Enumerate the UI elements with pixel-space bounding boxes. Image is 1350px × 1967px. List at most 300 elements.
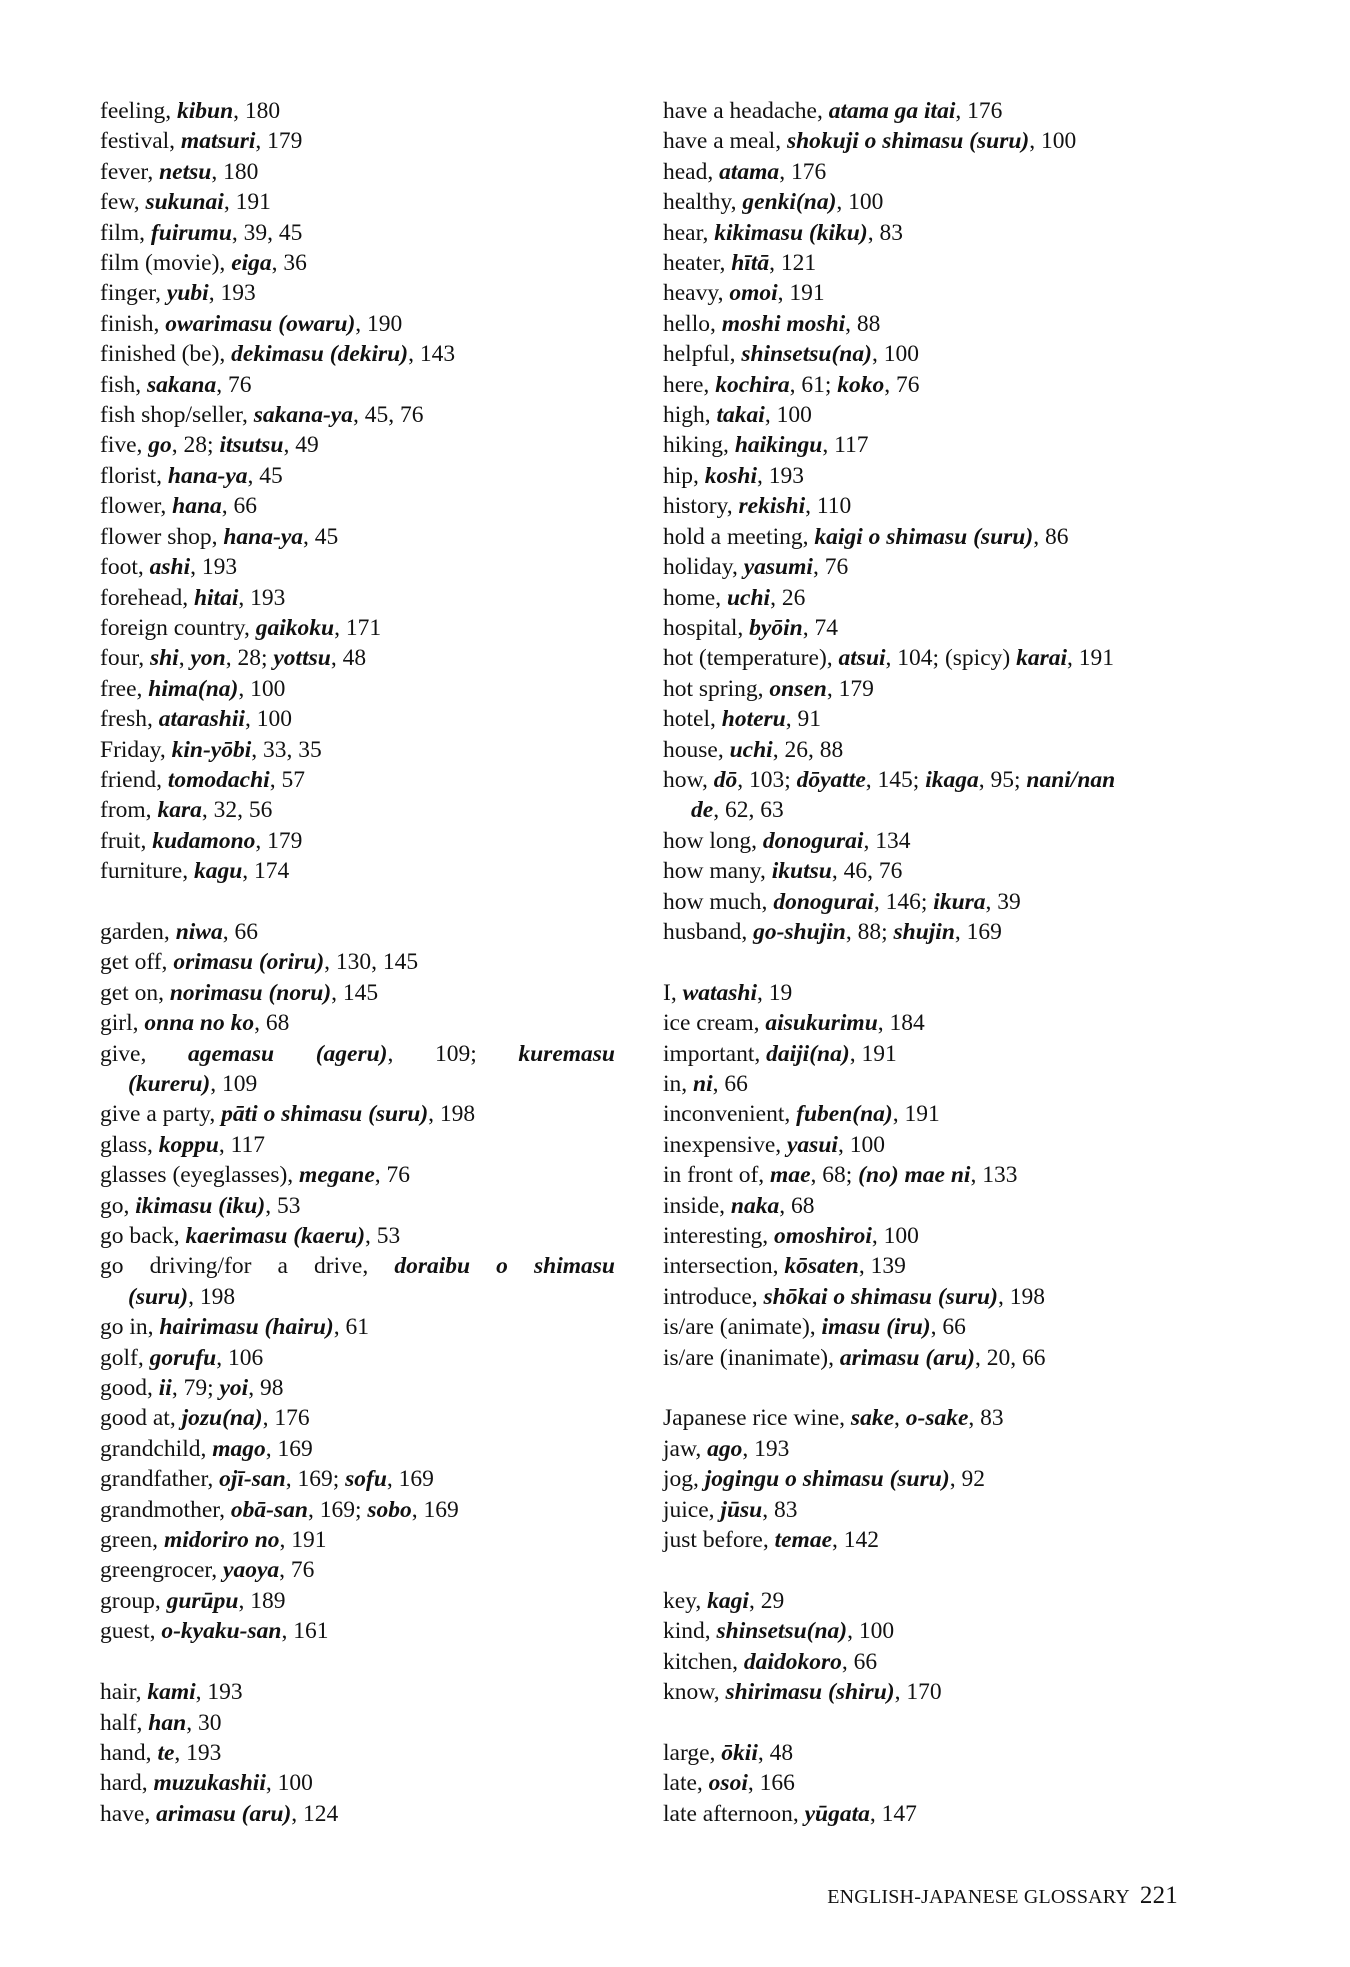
glossary-entry [100, 735, 615, 765]
entry-text: high, [663, 402, 717, 429]
glossary-entry [663, 339, 1223, 369]
entry-text: , 26, 88 [772, 736, 844, 763]
japanese-term: gurūpu [166, 1587, 239, 1614]
glossary-entry [663, 1738, 1223, 1768]
entry-text: , 193 [195, 1679, 243, 1706]
entry-text: , 191 [1067, 645, 1115, 672]
glossary-entry [663, 430, 1223, 460]
entry-text: , 88; [845, 918, 894, 945]
glossary-entry [663, 278, 1223, 308]
entry-text: , 191 [892, 1101, 940, 1128]
japanese-term: doraibu o shimasu [394, 1253, 615, 1280]
entry-text: in, [663, 1070, 694, 1097]
entry-text: , 176 [955, 98, 1003, 124]
glossary-entry [100, 309, 615, 339]
entry-text: , 45 [303, 523, 339, 550]
entry-text: , 100 [871, 1223, 919, 1250]
glossary-entry [100, 1099, 615, 1129]
japanese-term: onsen [769, 675, 827, 702]
entry-text: film (movie), [100, 250, 232, 277]
glossary-entry [100, 1130, 615, 1160]
entry-text: fresh, [100, 706, 159, 733]
glossary-entry [100, 461, 615, 491]
entry-text: film, [100, 219, 151, 246]
entry-text: healthy, [663, 189, 743, 216]
entry-text: , 66 [841, 1648, 878, 1675]
japanese-term: kagi [707, 1587, 749, 1614]
glossary-entry [663, 1069, 1223, 1099]
japanese-term: (kureru) [128, 1070, 211, 1097]
japanese-term: kami [147, 1679, 196, 1706]
glossary-entry [100, 1495, 615, 1525]
entry-text: , 92 [949, 1466, 985, 1493]
glossary-entry [100, 339, 615, 369]
entry-text: greengrocer, [100, 1557, 224, 1584]
entry-text: , 104; (spicy) [885, 645, 1017, 672]
glossary-entry [100, 157, 615, 187]
glossary-entry [663, 157, 1223, 187]
entry-text: , 193 [174, 1739, 222, 1766]
japanese-term: kaerimasu (kaeru) [185, 1223, 366, 1250]
japanese-term: ojī-san [219, 1466, 286, 1493]
japanese-term: de [691, 797, 714, 824]
japanese-term: yūgata [804, 1800, 870, 1827]
entry-text: , 66 [712, 1070, 748, 1097]
glossary-entry [663, 522, 1223, 552]
entry-text: , 61 [333, 1314, 370, 1341]
japanese-term: koko [837, 371, 885, 398]
glossary-entry [663, 1099, 1223, 1129]
japanese-term: donogurai [773, 888, 874, 915]
entry-text: , 76 [216, 371, 252, 398]
glossary-entry [100, 218, 615, 248]
japanese-term: shi [149, 645, 179, 672]
entry-text: , 142 [832, 1527, 880, 1554]
glossary-entry [100, 522, 615, 552]
entry-text: festival, [100, 128, 181, 155]
japanese-term: hītā [731, 250, 770, 277]
japanese-term: aisukurimu [765, 1010, 878, 1037]
japanese-term: uchi [729, 736, 773, 763]
entry-text: feeling, [100, 98, 177, 124]
section-gap [100, 1647, 615, 1677]
entry-text: hiking, [663, 432, 735, 459]
japanese-term: yasumi [743, 554, 813, 581]
glossary-entry [100, 552, 615, 582]
japanese-term: eiga [231, 250, 272, 277]
entry-text: hear, [663, 219, 715, 246]
entry-text: four, [100, 645, 150, 672]
entry-text: holiday, [663, 554, 744, 581]
entry-text: , 189 [238, 1587, 286, 1614]
entry-text: , 193 [757, 462, 805, 489]
japanese-term: norimasu (noru) [169, 979, 332, 1006]
entry-text: , 179 [255, 128, 303, 155]
entry-text: , 74 [802, 614, 838, 641]
entry-text: late afternoon, [663, 1800, 805, 1827]
japanese-term: kin-yōbi [171, 736, 252, 763]
section-gap [663, 947, 1223, 977]
entry-text: , 61; [789, 371, 838, 398]
glossary-entry [663, 491, 1223, 521]
japanese-term: kochira [715, 371, 790, 398]
entry-text: give, [100, 1040, 188, 1067]
glossary-entry [100, 765, 615, 795]
entry-text: heater, [663, 250, 732, 277]
entry-text: , 117 [822, 432, 869, 459]
entry-text: glasses (eyeglasses), [100, 1162, 300, 1189]
glossary-entry [100, 430, 615, 460]
entry-text: , 48 [757, 1739, 794, 1766]
entry-text: late, [663, 1770, 709, 1797]
entry-text: good at, [100, 1405, 182, 1432]
japanese-term: (suru) [128, 1283, 189, 1310]
entry-text: is/are (animate), [663, 1314, 822, 1341]
entry-text: husband, [663, 918, 754, 945]
glossary-entry [663, 765, 1223, 795]
japanese-term: tomodachi [167, 766, 270, 793]
japanese-term: haikingu [734, 432, 823, 459]
entry-text: , [894, 1405, 906, 1432]
glossary-entry [100, 1191, 615, 1221]
glossary-entry [663, 1525, 1223, 1555]
entry-text: have a headache, [663, 98, 829, 124]
glossary-entry-continuation [663, 795, 1223, 825]
entry-text: , 100 [238, 675, 286, 702]
entry-text: , 198 [188, 1283, 236, 1310]
entry-text: fish shop/seller, [100, 402, 254, 429]
japanese-term: jogingu o shimasu (suru) [704, 1466, 950, 1493]
entry-text: , 161 [281, 1618, 329, 1645]
entry-text: , 146; [873, 888, 934, 915]
japanese-term: koppu [158, 1131, 219, 1158]
entry-text: house, [663, 736, 730, 763]
glossary-entry [100, 491, 615, 521]
japanese-term: shinsetsu(na) [716, 1618, 848, 1645]
glossary-entry [663, 1403, 1223, 1433]
entry-text: finish, [100, 310, 166, 337]
entry-text: , 117 [218, 1131, 265, 1158]
entry-text: guest, [100, 1618, 162, 1645]
glossary-column-left [100, 96, 615, 1829]
japanese-term: ni [693, 1070, 713, 1097]
japanese-term: jozu(na) [181, 1405, 263, 1432]
entry-text: grandchild, [100, 1435, 213, 1462]
glossary-entry [663, 1191, 1223, 1221]
japanese-term: itsutsu [219, 432, 284, 459]
entry-text: hold a meeting, [663, 523, 815, 550]
japanese-term: fuben(na) [796, 1101, 893, 1128]
japanese-term: pāti o shimasu (suru) [221, 1101, 429, 1128]
glossary-entry [663, 218, 1223, 248]
glossary-entry [100, 400, 615, 430]
glossary-entry [100, 704, 615, 734]
japanese-term: rekishi [738, 493, 806, 520]
entry-text: forehead, [100, 584, 194, 611]
glossary-entry-continuation [100, 1069, 615, 1099]
entry-text: hip, [663, 462, 705, 489]
glossary-entry [663, 309, 1223, 339]
entry-text: , 169; [285, 1466, 346, 1493]
japanese-term: temae [774, 1527, 833, 1554]
entry-text: jog, [663, 1466, 705, 1493]
entry-text: , 66 [221, 493, 258, 520]
japanese-term: megane [299, 1162, 375, 1189]
japanese-term: daiji(na) [766, 1040, 850, 1067]
japanese-term: mago [212, 1435, 266, 1462]
entry-text: inexpensive, [663, 1131, 787, 1158]
glossary-entry [100, 1768, 615, 1798]
entry-text: , 179 [826, 675, 874, 702]
entry-text: , 95; [978, 766, 1027, 793]
japanese-term: onna no ko [144, 1010, 255, 1037]
japanese-term: o-kyaku-san [161, 1618, 282, 1645]
japanese-term: go [148, 432, 172, 459]
entry-text: , 26 [770, 584, 806, 611]
japanese-term: arimasu (aru) [156, 1800, 292, 1827]
entry-text: , 170 [894, 1679, 942, 1706]
section-gap [663, 1555, 1223, 1585]
glossary-entry [100, 1677, 615, 1707]
japanese-term: atama ga itai [828, 98, 956, 124]
japanese-term: muzukashii [153, 1770, 266, 1797]
entry-text: kitchen, [663, 1648, 744, 1675]
japanese-term: yaoya [223, 1557, 280, 1584]
glossary-entry-continuation [100, 1282, 615, 1312]
glossary-entry [663, 1160, 1223, 1190]
japanese-term: byōin [749, 614, 803, 641]
entry-text: , 193 [190, 554, 238, 581]
entry-text: heavy, [663, 280, 730, 307]
entry-text: key, [663, 1587, 708, 1614]
japanese-term: koshi [704, 462, 758, 489]
glossary-entry [663, 1130, 1223, 1160]
entry-text: , 98 [248, 1375, 284, 1402]
japanese-term: kagu [193, 858, 243, 885]
entry-text: , 86 [1033, 523, 1069, 550]
entry-text: helpful, [663, 341, 742, 368]
entry-text: , 190 [355, 310, 403, 337]
japanese-term: genki(na) [742, 189, 837, 216]
entry-text: go in, [100, 1314, 160, 1341]
entry-text: few, [100, 189, 146, 216]
glossary-entry [100, 583, 615, 613]
japanese-term: gaikoku [255, 614, 335, 641]
glossary-entry [663, 1312, 1223, 1342]
japanese-term: sofu [345, 1466, 387, 1493]
glossary-entry [100, 1343, 615, 1373]
glossary-entry [100, 1708, 615, 1738]
glossary-entry [663, 643, 1223, 673]
entry-text: , 106 [216, 1344, 264, 1371]
glossary-entry [100, 613, 615, 643]
entry-text: get on, [100, 979, 170, 1006]
entry-text: , 124 [291, 1800, 339, 1827]
entry-text: from, [100, 797, 158, 824]
entry-text: , 145; [865, 766, 926, 793]
entry-text: go driving/for a drive, [100, 1253, 395, 1280]
japanese-term: kikimasu (kiku) [714, 219, 868, 246]
entry-text: , 176 [779, 158, 827, 185]
japanese-term: ashi [149, 554, 191, 581]
japanese-term: hima(na) [148, 675, 239, 702]
entry-text: , 62, 63 [713, 797, 784, 824]
entry-text: , 57 [269, 766, 305, 793]
entry-text: history, [663, 493, 739, 520]
japanese-term: han [148, 1709, 187, 1736]
entry-text: , 53 [265, 1192, 301, 1219]
glossary-entry [100, 248, 615, 278]
japanese-term: ii [158, 1375, 172, 1402]
glossary-entry [663, 370, 1223, 400]
glossary-entry [663, 1586, 1223, 1616]
entry-text: , 110 [805, 493, 852, 520]
entry-text: , 76 [374, 1162, 411, 1189]
glossary-entry [663, 917, 1223, 947]
section-gap [100, 887, 615, 917]
entry-text: , 39 [985, 888, 1021, 915]
entry-text: , 83 [762, 1496, 798, 1523]
entry-text: , 100 [265, 1770, 313, 1797]
entry-text: girl, [100, 1010, 145, 1037]
entry-text: , 53 [365, 1223, 401, 1250]
entry-text: florist, [100, 462, 168, 489]
japanese-term: nani/nan [1026, 766, 1116, 793]
japanese-term: takai [716, 402, 765, 429]
entry-text: , 169 [954, 918, 1002, 945]
glossary-entry [100, 1039, 615, 1069]
entry-text: , 30 [186, 1709, 222, 1736]
japanese-term: atsui [838, 645, 886, 672]
japanese-term: fuirumu [150, 219, 232, 246]
glossary-entry [663, 1677, 1223, 1707]
glossary-entry [100, 1434, 615, 1464]
entry-text: , [178, 645, 191, 672]
japanese-term: atarashii [158, 706, 245, 733]
entry-text: hair, [100, 1679, 148, 1706]
glossary-entry [663, 978, 1223, 1008]
entry-text: , 169 [411, 1496, 459, 1523]
japanese-term: te [157, 1739, 175, 1766]
entry-text: , 169 [265, 1435, 313, 1462]
japanese-term: uchi [726, 584, 771, 611]
entry-text: have, [100, 1800, 157, 1827]
glossary-entry [663, 613, 1223, 643]
japanese-term: shōkai o shimasu (suru) [763, 1283, 998, 1310]
japanese-term: sukunai [145, 189, 224, 216]
japanese-term: ago [707, 1435, 743, 1462]
entry-text: give a party, [100, 1101, 222, 1128]
glossary-entry [663, 187, 1223, 217]
entry-text: grandfather, [100, 1466, 220, 1493]
japanese-term: netsu [159, 158, 212, 185]
entry-text: , 76 [279, 1557, 315, 1584]
glossary-entry [663, 1799, 1223, 1829]
entry-text: , 180 [211, 158, 259, 185]
entry-text: , 32, 56 [201, 797, 273, 824]
entry-text: furniture, [100, 858, 194, 885]
japanese-term: omoi [729, 280, 778, 307]
glossary-entry [100, 370, 615, 400]
japanese-term: sobo [367, 1496, 412, 1523]
japanese-term: arimasu (aru) [839, 1344, 975, 1371]
glossary-entry [663, 248, 1223, 278]
entry-text: , 79; [171, 1375, 220, 1402]
japanese-term: shujin [893, 918, 955, 945]
japanese-term: daidokoro [743, 1648, 842, 1675]
japanese-term: naka [730, 1192, 780, 1219]
glossary-entry [663, 704, 1223, 734]
entry-text: five, [100, 432, 149, 459]
glossary-entry [663, 826, 1223, 856]
japanese-term: kara [157, 797, 202, 824]
glossary-entry [100, 1738, 615, 1768]
japanese-term: yubi [166, 280, 209, 307]
entry-text: garden, [100, 918, 176, 945]
entry-text: good, [100, 1375, 159, 1402]
entry-text: , 193 [742, 1435, 790, 1462]
glossary-entry [663, 126, 1223, 156]
japanese-term: sake [850, 1405, 894, 1432]
entry-text: , 68 [254, 1010, 290, 1037]
running-footer [827, 1882, 1178, 1910]
glossary-entry [100, 1616, 615, 1646]
entry-text: flower, [100, 493, 173, 520]
entry-text: hot spring, [663, 675, 770, 702]
glossary-entry [100, 917, 615, 947]
glossary-entry [663, 1008, 1223, 1038]
glossary-entry [663, 1282, 1223, 1312]
entry-text: how many, [663, 858, 772, 885]
japanese-term: imasu (iru) [821, 1314, 931, 1341]
glossary-entry [663, 552, 1223, 582]
japanese-term: osoi [708, 1770, 748, 1797]
entry-text: , 45 [247, 462, 283, 489]
japanese-term: kōsaten [784, 1253, 859, 1280]
glossary-entry [100, 1251, 615, 1281]
glossary-entry [663, 674, 1223, 704]
japanese-term: yottsu [273, 645, 331, 672]
entry-text: , 100 [847, 1618, 895, 1645]
japanese-term: shokuji o shimasu (suru) [786, 128, 1030, 155]
glossary-entry [663, 400, 1223, 430]
japanese-term: ikutsu [771, 858, 832, 885]
entry-text: , 36 [271, 250, 307, 277]
japanese-term: (no) mae ni [858, 1162, 971, 1189]
entry-text: , 66 [930, 1314, 966, 1341]
japanese-term: go-shujin [753, 918, 846, 945]
entry-text: foreign country, [100, 614, 256, 641]
section-gap [663, 1373, 1223, 1403]
glossary-entry [100, 1373, 615, 1403]
glossary-entry [663, 1039, 1223, 1069]
entry-text: , 100 [836, 189, 884, 216]
japanese-term: kuremasu [518, 1040, 615, 1067]
japanese-term: watashi [682, 979, 758, 1006]
japanese-term: mae [770, 1162, 811, 1189]
entry-text: , 83 [968, 1405, 1004, 1432]
japanese-term: yasui [787, 1131, 838, 1158]
glossary-entry [100, 1403, 615, 1433]
entry-text: , 76 [812, 554, 849, 581]
entry-text: , 193 [238, 584, 286, 611]
entry-text: Friday, [100, 736, 172, 763]
entry-text: important, [663, 1040, 767, 1067]
entry-text: , 19 [757, 979, 793, 1006]
entry-text: , 198 [428, 1101, 476, 1128]
entry-text: , 100 [871, 341, 919, 368]
glossary-entry [663, 1434, 1223, 1464]
